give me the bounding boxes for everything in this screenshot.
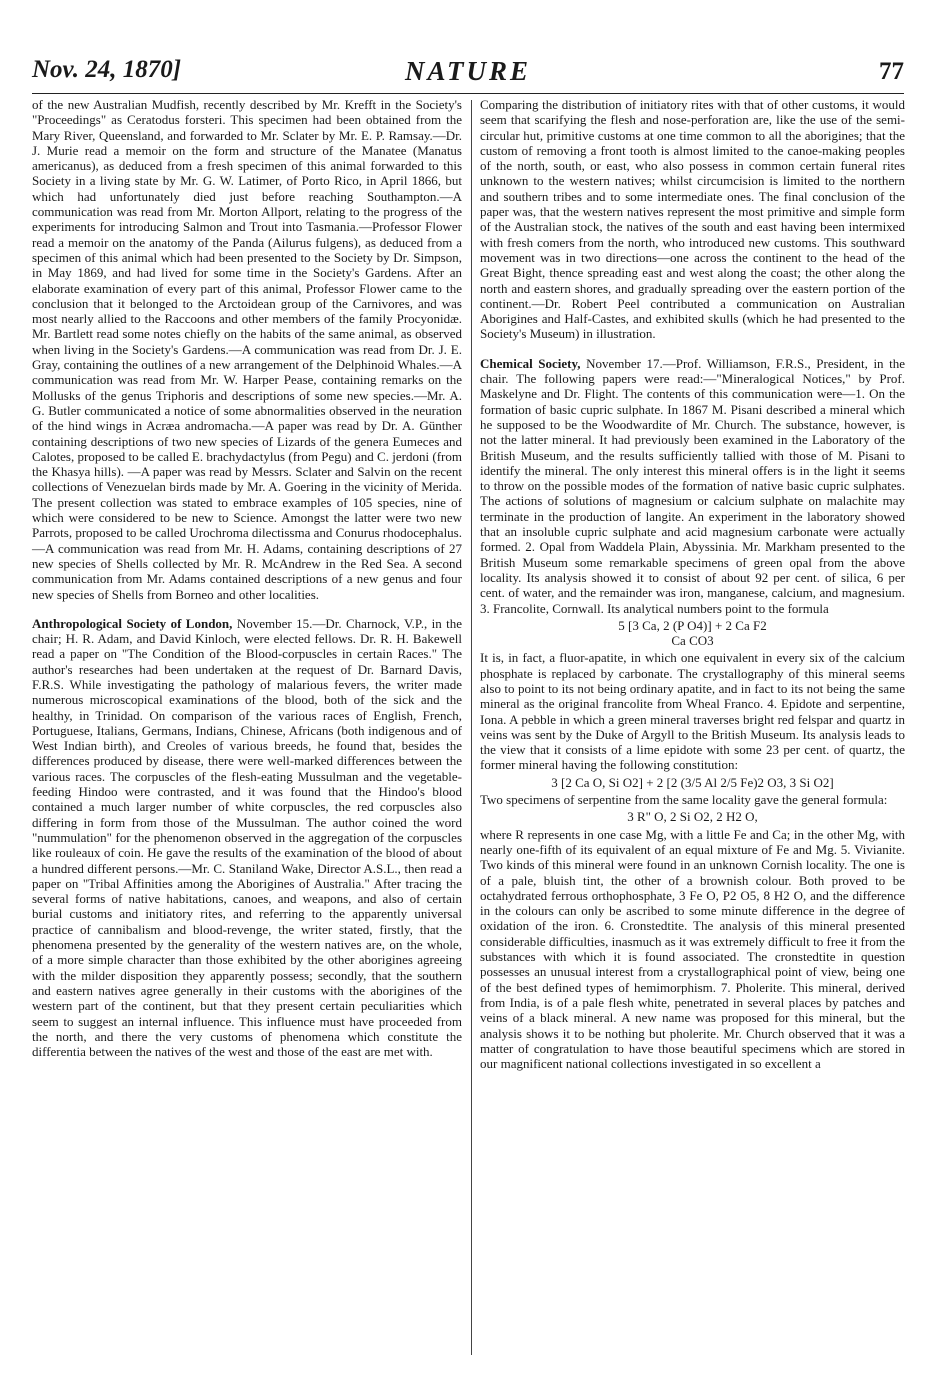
anthropological-society-continued: Comparing the distribution of initiatory rites with that of other customs, it would seem that scarifying the flesh and nose-perforation are, like the use of the semi-circular hut, primitive customs at one time common to all the aborigines; that the custom of removing a front tooth is almost limited to the canoe-making peoples of the north, south, or east, who also possess in common certain funeral rites unknown to the western natives; whilst circumcision is limited to the northern and southern tribes and to some intermediate ones. The final conclusion of the paper was, that the western natives represent the most primitive and simple form of the Australian stock, the natives of the south and east having been intermixed with fresh comers from the north, who introduced new customs. This southward movement was in two directions—one across the continent to the head of the Great Bight, thence spreading east and west along the coast; the other along the north and eastern shores, and gradually spreading over the eastern portion of the continent.—Dr. Robert Peel contributed a communication on Australian Aborigines and Half-Castes, and exhibited skulls (which he had presented to the Society's Museum) in illustration. [480, 97, 905, 342]
serpentine-formula: 3 R" O, 2 Si O2, 2 H2 O, [627, 809, 758, 825]
issue-date: Nov. 24, 1870] [32, 56, 182, 83]
paragraph: Two specimens of serpentine from the same locality gave the general formula: [480, 792, 888, 808]
formula-line: Ca CO3 [671, 633, 714, 649]
header-rule [32, 93, 904, 94]
paragraph: where R represents in one case Mg, with a little Fe and Ca; in the other Mg, with nearly one-fifth of its equivalent of an equal mixture of Fe and Mg. 5. Vivianite. Two kinds of this mineral were found in an unknown Cornish locality. The one is of a pale, bluish tint, the other of a brownish colour. Both proved to be octahydrated ferrous orthophosphate, 3 Fe O, P2 O5, 8 H2 O, and the difference in the colours can only be ascribed to some minute difference in the degree of oxidation of the iron. 6. Cronstedtite. The analysis of this mineral presented considerable difficulties, inasmuch as it was extremely difficult to free it from the substances with which it is found associated. The cronstedtite in question possesses an unusual interest from a crystallographical point of view, being one of the best defined types of hemimorphism. 7. Pholerite. This mineral, derived from India, is of a pale flesh white, penetrated in several places by patches and veins of a black mineral. A new name was proposed for this mineral, but the analysis shows it to be nothing but pholerite. Mr. Church observed that it was a matter of congratulation to have those beautiful specimens which are stored in our magnificent national collections investigated in so excellent a [480, 826, 905, 1072]
zoological-society-continued: of the new Australian Mudfish, recently described by Mr. Krefft in the Society's "Proceedings" as Ceratodus forsteri. This specimen had been obtained from the Mary River, Queensland, and forwarded to Mr. Sclater by Mr. E. P. Ramsay.—Dr. J. Murie read a memoir on the form and structure of the Manatee (Manatus americanus), as deduced from a fresh specimen of this animal forwarded to this Society in a living state by Mr. G. W. Latimer, of Porto Rico, in April 1866, but which had unfortunately died just before reaching Southampton.—A communication was read from Mr. Morton Allport, relating to the progress of the experiments for introducing Salmon and Trout into Tasmania.—Professor Flower read a memoir on the anatomy of the Panda (Ailurus fulgens), as deduced from a specimen of this animal which had been presented to the Society by Dr. Simpson, in May 1869, and had lived for some time in the Society's Gardens. After an elaborate examination of every part of this animal, Professor Flower came to the conclusion that it belonged to the Arctoidean group of the Carnivores, and was most nearly allied to the Raccoons and other members of the family Procyonidæ. Mr. Bartlett read some notes chiefly on the habits of the same animal, as observed when living in the Society's Gardens.—A communication was read from Dr. J. E. Gray, containing the outlines of a new arrangement of the Delphinoid Whales.—A communication was read from Mr. W. Harper Pease, containing remarks on the Mollusks of the genus Triphoris and descriptions of some new species.—Mr. A. G. Butler communicated a notice of some abnormalities observed in the neuration of the hind wings in Acræa andromacha.—A paper was read by Dr. A. Günther containing descriptions of two new species of Lizards of the genera Eumeces and Calotes, proposed to be called E. brachydactylus (from Pegu) and C. jerdoni (from the Khasya hills). —A paper was read by Messrs. Sclater and Salvin on the recent collections of Venezuelan birds made by Mr. A. Goering in the vicinity of Merida. The present collection was stated to embrace examples of 105 species, nine of which were considered to be new to Science. Amongst the latter were two new Parrots, proposed to be called Urochroma dilectissma and Conurus rhodocephalus.—A communication was read from Mr. H. Adams, containing descriptions of 27 new species of Shells collected by Mr. R. McAndrew in the Red Sea. A second communication from Mr. Adams contained descriptions of a new genus and four new species of Shells from Borneo and other localities. [32, 97, 462, 602]
right-column [480, 97, 905, 1071]
anthropological-society-report [32, 616, 462, 1060]
journal-title: NATURE [404, 56, 532, 86]
column-divider [471, 100, 472, 1355]
formula-line: 5 [3 Ca, 2 (P O4)] + 2 Ca F2 [618, 617, 767, 633]
paragraph-body: November 15.—Dr. Charnock, V.P., in the chair; H. R. Adam, and David Kinloch, were elected fellows. Dr. R. H. Bakewell read a paper on "The Condition of the Blood-corpuscles in certain Races." The author's researches had been undertaken at the request of Dr. Barnard Davis, F.R.S. While investigating the pathology of malarious fevers, the writer made numerous microscopical examinations of the blood, both of the sick and the healthy, in Trinidad. On comparison of the various races of English, French, Portuguese, Italians, Germans, Indians, Chinese, Africans (both indigenous and of West Indian birth), and Creoles of various breeds, he found that, besides the differences produced by disease, there were well-marked differences between the various races. The corpuscles of the flesh-eating Mussulman and the vegetable-feeding Hindoo were contrasted, and it was found that the Hindoo's blood contained a much larger number of white corpuscles, the red corpuscles also differing in form from those of the Mussulman. The author coined the word "nummulation" for the phenomenon observed in the aggregation of the corpuscles like rouleaux of coin. He gave the results of the examination of the blood of about a hundred different persons.—Mr. C. Staniland Wake, Director A.S.L., then read a paper on "Tribal Affinities among the Aborigines of Australia." After tracing the several forms of native habitations, canoes, and weapons, and also of certain burial customs and initiatory rites, and referring to the apparently universal practice of cannibalism and blood-revenge, the writer stated, firstly, that the phenomena presented by the generality of the western natives are, on the whole, of a more simple character than those exhibited by the other aborigines agreeing with the milder disposition they apparently possess; secondly, that the southern and eastern natives agree generally in their customs with the aborigines of the western part of the continent, but that they present certain peculiarities which seem to suggest an internal influence. This influence must have proceeded from the north, and there the very customs of phenomena which constitute the differentia between the natives of the west and those of the east are met with. [32, 615, 463, 1060]
section-heading: Anthropological Society of London, [32, 615, 233, 631]
section-heading: Chemical Society, [480, 355, 581, 371]
paragraph: It is, in fact, a fluor-apatite, in which one equivalent in every six of the calcium phosphate is replaced by carbonate. The crystallography of this mineral seems also to point to its not being ordinary apatite, and in fact to its not being the same mineral as the original francolite from Wheal Franco. 4. Epidote and serpentine, Iona. A pebble in which a green mineral traverses bright red felspar and quartz in veins was sent by the Duke of Argyll to the British Museum. Its analysis leads to the view that it consists of a lime epidote with some 23 per cent. of quartz, the former mineral having the following constitution: [480, 650, 905, 773]
epidote-formula: 3 [2 Ca O, Si O2] + 2 [2 (3/5 Al 2/5 Fe)2 O3, 3 Si O2] [551, 774, 834, 790]
chemical-society-report [480, 356, 905, 616]
left-column [32, 97, 462, 1059]
paragraph-body: November 17.—Prof. Williamson, F.R.S., President, in the chair. The following papers were read:—"Mineralogical Notices," by Prof. Maskelyne and Dr. Flight. The contents of this communication were—1. On the formation of basic cupric sulphate. In 1867 M. Pisani described a mineral which he supposed to be the Woodwardite of Mr. Church. The substance, however, is not the latter mineral. It had previously been examined in the Laboratory of the British Museum, and the results sufficiently tallied with those of M. Pisani to identify the mineral. The only interest this mineral offers is in the light it seems to throw on the possible modes of the formation of native basic cupric sulphates. The actions of solutions of magnesium or calcium sulphate on malachite may terminate in the production of langite. An experiment in the laboratory showed that an insoluble cupric sulphate and acid magnesium carbonate were actually formed. 2. Opal from Waddela Plain, Abyssinia. Mr. Markham presented to the British Museum some remarkable specimens of green opal from the above locality. Its analysis showed it to consist of about 92 per cent. of silica, 6 per cent. of water, and the remainder was iron, manganese, calcium, and magnesium. 3. Francolite, Cornwall. Its analytical numbers point to the formula [480, 355, 905, 616]
page-number: 77 [879, 58, 904, 85]
francolite-formula [480, 618, 905, 649]
page-header [32, 52, 904, 92]
